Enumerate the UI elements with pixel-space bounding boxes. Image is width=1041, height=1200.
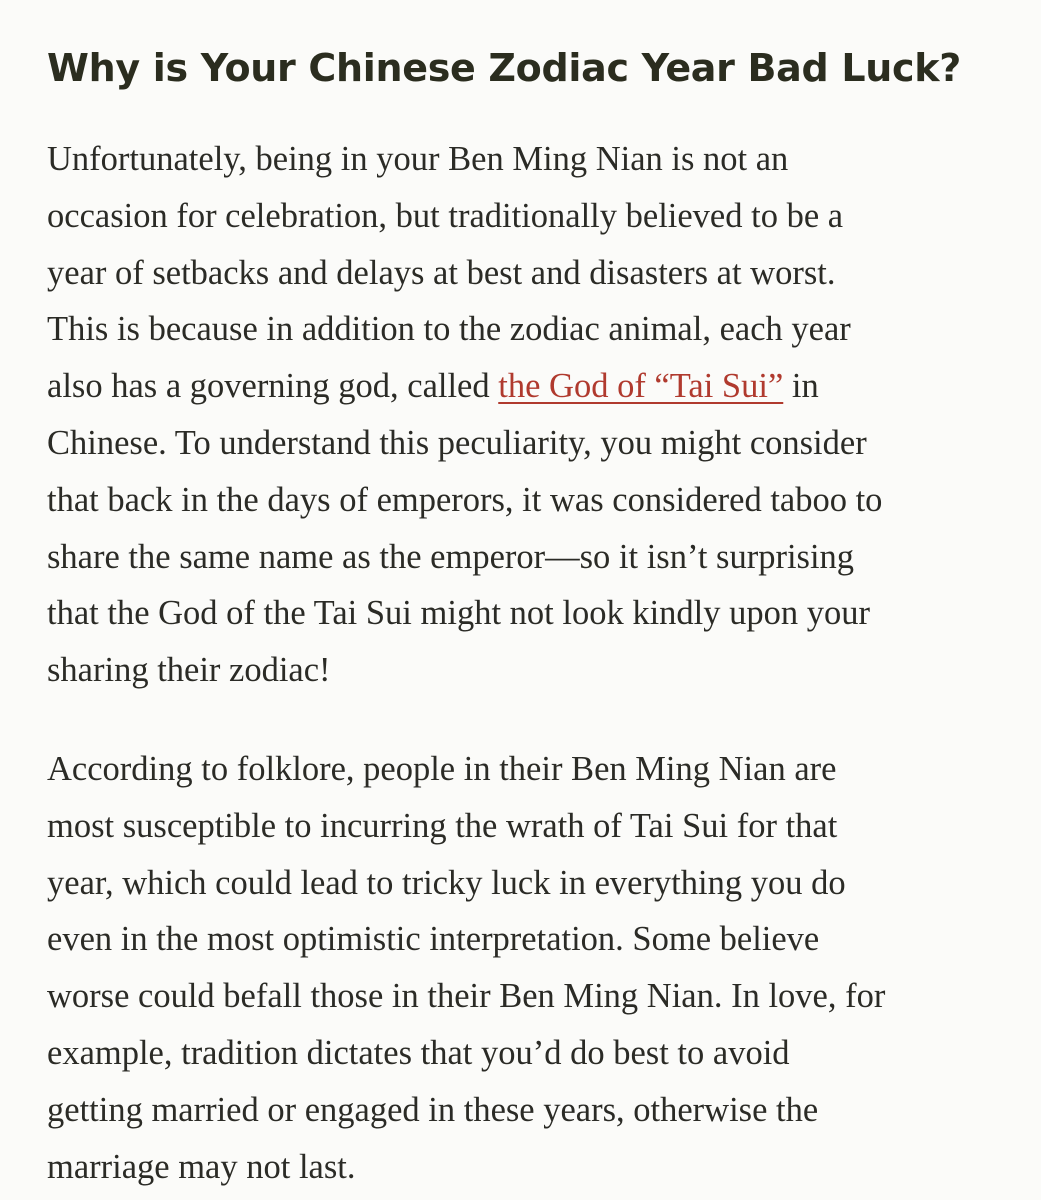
- text-line: most susceptible to incurring the wrath of Tai Sui for that: [47, 806, 838, 845]
- text-line: even in the most optimistic interpretation. Some believe: [47, 920, 820, 959]
- text-line: Unfortunately, being in your Ben Ming Nian is not an: [47, 140, 789, 178]
- text-line: getting married or engaged in these years, otherwise the: [47, 1090, 819, 1129]
- tai-sui-link[interactable]: the God of “Tai Sui”: [498, 367, 784, 406]
- text-line-with-link: [47, 358, 1007, 415]
- section-heading: Why is Your Chinese Zodiac Year Bad Luck?: [47, 46, 961, 90]
- text-line: This is because in addition to the zodiac animal, each year: [47, 310, 851, 349]
- text-line: year, which could lead to tricky luck in everything you do: [47, 863, 846, 902]
- text-line: example, tradition dictates that you’d do best to avoid: [47, 1033, 790, 1072]
- text-line: sharing their zodiac!: [47, 651, 331, 690]
- text-line: Chinese. To understand this peculiarity, you might consider: [47, 423, 867, 462]
- text-line: marriage may not last.: [47, 1147, 356, 1186]
- paragraph-2: [47, 741, 1007, 1195]
- text-line: worse could befall those in their Ben Ming Nian. In love, for: [47, 977, 886, 1016]
- paragraph-1: [47, 131, 1007, 699]
- text-line: year of setbacks and delays at best and disasters at worst.: [47, 253, 836, 292]
- article: [47, 38, 1007, 1195]
- text-line: According to folklore, people in their Ben Ming Nian are: [47, 749, 837, 788]
- text-line: occasion for celebration, but traditionally believed to be a: [47, 196, 844, 235]
- text-segment: also has a governing god, called: [47, 367, 499, 406]
- text-line: that back in the days of emperors, it was considered taboo to: [47, 480, 883, 519]
- text-line: that the God of the Tai Sui might not look kindly upon your: [47, 594, 870, 633]
- text-line: share the same name as the emperor—so it isn’t surprising: [47, 537, 855, 576]
- text-segment: in: [783, 367, 819, 406]
